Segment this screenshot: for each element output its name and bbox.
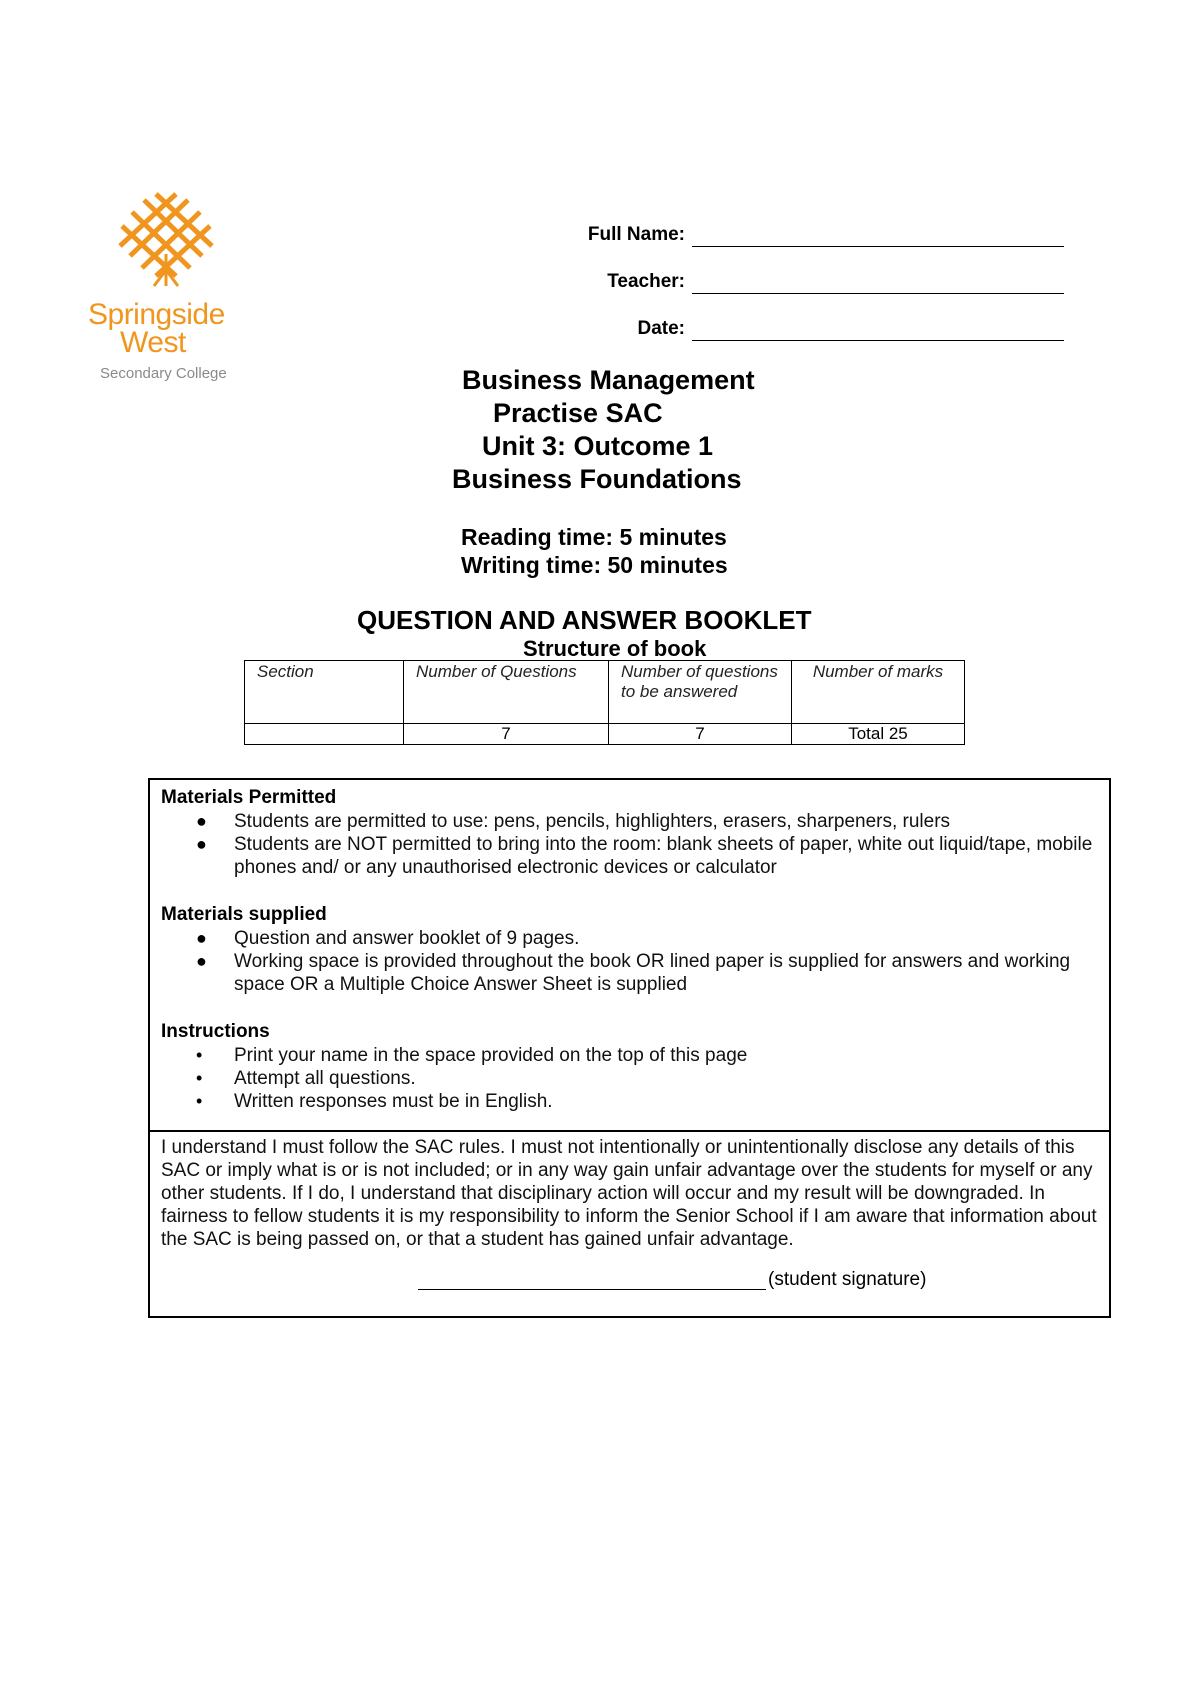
list-item: Working space is provided throughout the book OR lined paper is supplied for answers and working space OR a Multiple Choice Answer Sheet is supplied <box>234 951 1071 995</box>
info-box <box>148 778 1111 1318</box>
full-name-label: Full Name: <box>587 224 685 245</box>
section-divider <box>150 1130 1109 1132</box>
full-name-line[interactable] <box>692 246 1064 247</box>
writing-time: Writing time: 50 minutes <box>461 552 728 578</box>
table-cell: 7 <box>404 724 609 745</box>
signature-label: (student signature) <box>768 1269 927 1290</box>
materials-permitted-heading: Materials Permitted <box>161 787 337 808</box>
logo-name-line1: Springside <box>88 298 225 331</box>
table-header-row <box>245 661 965 724</box>
bullet-icon: • <box>196 1068 203 1088</box>
date-label: Date: <box>637 318 685 339</box>
list-item: Written responses must be in English. <box>234 1091 553 1112</box>
bullet-icon: • <box>196 1091 203 1111</box>
lattice-tree-icon <box>114 190 218 290</box>
table-header-cell: Number of questions to be answered <box>609 661 792 724</box>
table-row <box>245 724 965 745</box>
table-header-cell: Number of Questions <box>404 661 609 724</box>
instructions-heading: Instructions <box>161 1021 270 1042</box>
structure-title: Structure of book <box>523 636 707 661</box>
structure-table <box>244 660 965 745</box>
topic-title: Business Foundations <box>452 464 742 494</box>
unit-title: Unit 3: Outcome 1 <box>482 431 714 461</box>
table-header-cell: Section <box>245 661 404 724</box>
sac-agreement-text: I understand I must follow the SAC rules. I must not intentionally or unintentionally disclose any details of this SAC or imply what is or is not included; or in any way gain unfair advantage over the students for myself or any other students. If I do, I understand that disciplinary action will occur and my result will be downgraded. In fairness to fellow students it is my responsibility to inform the Senior School if I am aware that information about the SAC is being passed on, or that a student has gained unfair advantage. <box>161 1137 1097 1250</box>
list-item: Attempt all questions. <box>234 1068 416 1089</box>
bullet-icon: ● <box>196 951 207 971</box>
bullet-icon: ● <box>196 928 207 948</box>
table-cell <box>245 724 404 745</box>
sac-title: Practise SAC <box>493 398 663 428</box>
booklet-title: QUESTION AND ANSWER BOOKLET <box>357 605 812 635</box>
logo-name-line2: West <box>120 326 186 359</box>
table-header-cell: Number of marks <box>792 661 965 724</box>
list-item: Question and answer booklet of 9 pages. <box>234 928 580 949</box>
subject-title: Business Management <box>462 365 755 395</box>
date-line[interactable] <box>692 340 1064 341</box>
list-item: Print your name in the space provided on the top of this page <box>234 1045 748 1066</box>
list-item: Students are permitted to use: pens, pencils, highlighters, erasers, sharpeners, rulers <box>234 811 951 832</box>
bullet-icon: • <box>196 1045 203 1065</box>
teacher-label: Teacher: <box>607 271 685 292</box>
table-cell: 7 <box>609 724 792 745</box>
list-item: Students are NOT permitted to bring into the room: blank sheets of paper, white out liquid/tape, mobile phones and/ or any unauthorised electronic devices or calculator <box>234 834 1093 878</box>
materials-supplied-heading: Materials supplied <box>161 904 327 925</box>
bullet-icon: ● <box>196 811 207 831</box>
teacher-line[interactable] <box>692 293 1064 294</box>
reading-time: Reading time: 5 minutes <box>461 524 727 550</box>
signature-line[interactable] <box>418 1289 766 1290</box>
logo-subtitle: Secondary College <box>100 365 227 382</box>
table-cell: Total 25 <box>792 724 965 745</box>
school-logo <box>88 190 248 390</box>
bullet-icon: ● <box>196 834 207 854</box>
